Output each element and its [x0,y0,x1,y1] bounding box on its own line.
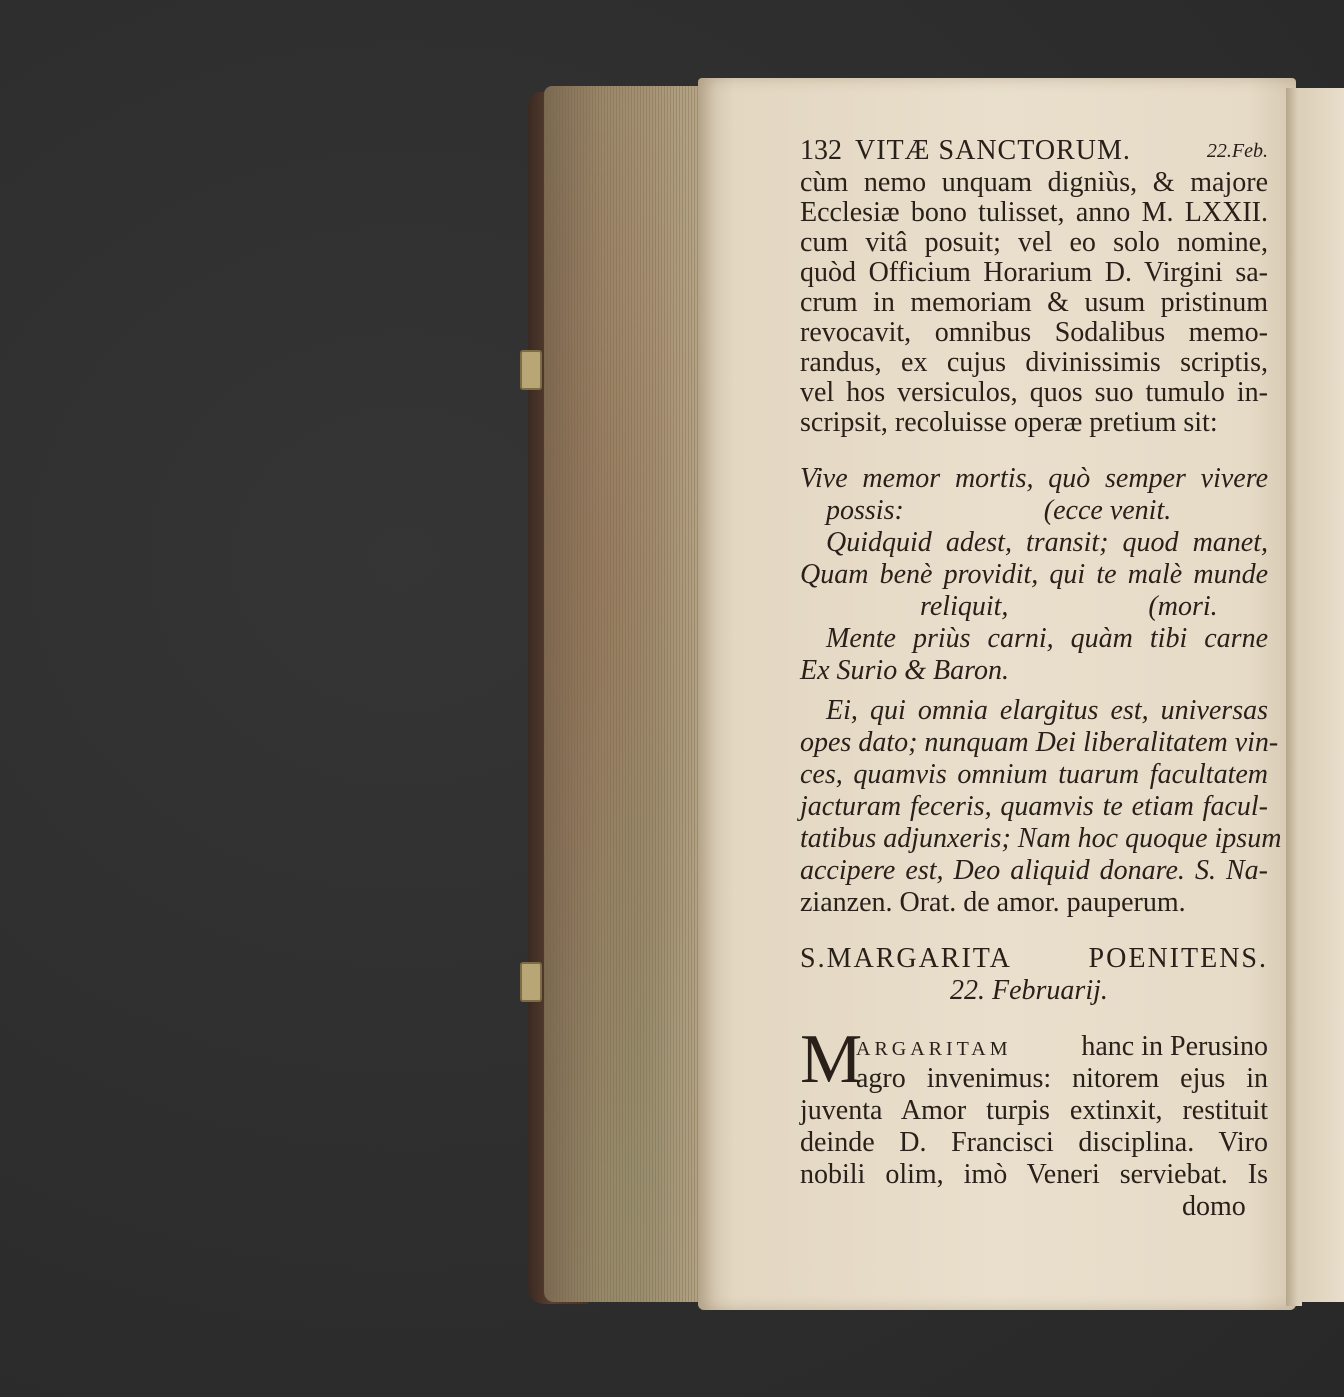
text-line: deinde D. Francisci disciplina. Viro [800,1127,1268,1158]
first-line-rest: hanc in Perusino [1081,1031,1268,1062]
header-date: 22.Feb. [1206,140,1268,162]
page-number: 132 [800,135,842,166]
text-line: ces, quamvis omnium tuarum facultatem [800,759,1268,790]
clasp-bottom [520,962,542,1002]
text-line: tatibus adjunxeris; Nam hoc quoque ipsum [800,823,1282,854]
text-line: revocavit, omnibus Sodalibus memo- [800,317,1268,348]
text-line: scripsit, recoluisse operæ pretium sit: [800,407,1218,438]
smallcaps-word: ARGARITAM [856,1038,1012,1060]
drop-cap: M [800,1021,863,1098]
text-line: Ecclesiæ bono tulisset, anno M. LXXII. [800,197,1268,228]
verse-source: Ex Surio & Baron. [800,655,1009,686]
verse-line: Vive memor mortis, quò semper vivere [800,463,1268,494]
running-title: VITÆ SANCTORUM. [855,135,1131,166]
section-title: S.MARGARITA POENITENS. [800,943,1268,974]
text-line: agro invenimus: nitorem ejus in [856,1063,1268,1094]
running-header [800,136,1268,166]
text-line: cum vitâ posuit; vel eo solo nomine, [800,227,1268,258]
text-line-first [856,1032,1268,1064]
text-line: juventa Amor turpis extinxit, restituit [800,1095,1268,1126]
text-line: Ei, qui omnia elargitus est, universas [826,695,1268,726]
text-line: zianzen. Orat. de amor. pauperum. [800,887,1186,918]
text-line: randus, ex cujus divinissimis scriptis, [800,347,1268,378]
text-line: quòd Officium Horarium D. Virgini sa- [800,257,1268,288]
text-line: jacturam feceris, quamvis te etiam facul- [800,791,1268,822]
verse-line: Quam benè providit, qui te malè munde [800,559,1268,590]
text-line: vel hos versiculos, quos suo tumulo in- [800,377,1268,408]
right-page-edge [1300,88,1344,1302]
verse-line: reliquit, (mori. [920,591,1218,622]
text-line: cùm nemo unquam digniùs, & majore [800,167,1268,198]
text-line: accipere est, Deo aliquid donare. S. Na- [800,855,1268,886]
text-line: nobili olim, imò Veneri serviebat. Is [800,1159,1268,1190]
verse-line: Mente priùs carni, quàm tibi carne [826,623,1268,654]
verse-line: Quidquid adest, transit; quod manet, [826,527,1268,558]
text-line: opes dato; nunquam Dei liberalitatem vin- [800,727,1279,758]
catchword: domo [1182,1191,1246,1222]
text-line: crum in memoriam & usum pristinum [800,287,1268,318]
verse-line: possis: (ecce venit. [826,495,1172,526]
clasp-top [520,350,542,390]
section-date: 22. Februarij. [950,975,1108,1006]
